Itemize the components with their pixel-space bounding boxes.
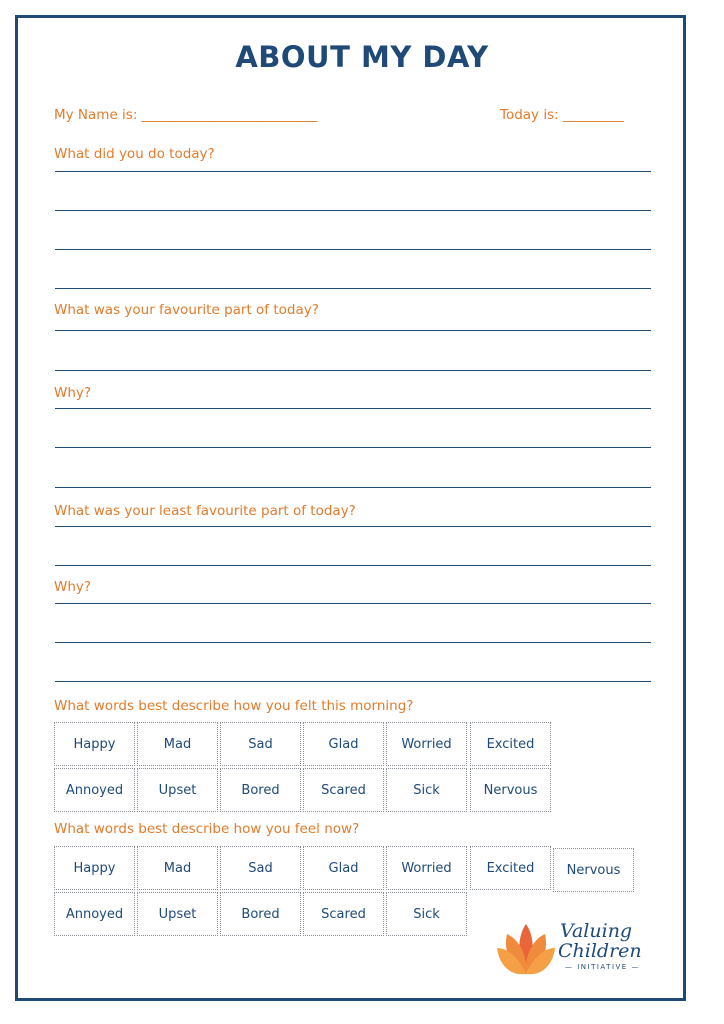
question-what-did-you-do: What did you do today? bbox=[54, 146, 215, 162]
question-favourite-part: What was your favourite part of today? bbox=[54, 302, 319, 318]
feeling-option[interactable]: Annoyed bbox=[54, 768, 135, 812]
feeling-option[interactable]: Upset bbox=[137, 892, 218, 936]
answer-line[interactable] bbox=[55, 330, 651, 331]
feeling-option[interactable]: Worried bbox=[386, 722, 467, 766]
answer-line[interactable] bbox=[55, 288, 651, 289]
question-why-least-favourite: Why? bbox=[54, 579, 92, 595]
logo-text-line3: — INITIATIVE — bbox=[565, 963, 640, 971]
question-feel-now: What words best describe how you feel now? bbox=[54, 821, 360, 837]
question-why-favourite: Why? bbox=[54, 385, 92, 401]
question-least-favourite-part: What was your least favourite part of today? bbox=[54, 503, 356, 519]
logo-text-line1: Valuing bbox=[560, 920, 633, 942]
feeling-option[interactable]: Sad bbox=[220, 846, 301, 890]
answer-line[interactable] bbox=[55, 447, 651, 448]
answer-line[interactable] bbox=[55, 408, 651, 409]
answer-line[interactable] bbox=[55, 487, 651, 488]
answer-line[interactable] bbox=[55, 681, 651, 682]
feeling-option[interactable]: Excited bbox=[470, 722, 551, 766]
name-label: My Name is: __________________________ bbox=[54, 107, 318, 123]
answer-line[interactable] bbox=[55, 526, 651, 527]
lotus-flower-icon bbox=[495, 920, 557, 978]
feeling-option[interactable]: Mad bbox=[137, 722, 218, 766]
feeling-option[interactable]: Mad bbox=[137, 846, 218, 890]
feeling-option[interactable]: Sad bbox=[220, 722, 301, 766]
feeling-option[interactable]: Happy bbox=[54, 722, 135, 766]
feeling-option[interactable]: Sick bbox=[386, 768, 467, 812]
feeling-option[interactable]: Bored bbox=[220, 892, 301, 936]
answer-line[interactable] bbox=[55, 370, 651, 371]
valuing-children-logo bbox=[495, 918, 645, 978]
answer-line[interactable] bbox=[55, 171, 651, 172]
answer-line[interactable] bbox=[55, 249, 651, 250]
answer-line[interactable] bbox=[55, 210, 651, 211]
question-felt-this-morning: What words best describe how you felt this morning? bbox=[54, 698, 414, 714]
feeling-option[interactable]: Nervous bbox=[470, 768, 551, 812]
feeling-option[interactable]: Glad bbox=[303, 722, 384, 766]
feeling-option[interactable]: Bored bbox=[220, 768, 301, 812]
feeling-option[interactable]: Nervous bbox=[553, 848, 634, 892]
feeling-option[interactable]: Happy bbox=[54, 846, 135, 890]
answer-line[interactable] bbox=[55, 642, 651, 643]
feeling-option[interactable]: Sick bbox=[386, 892, 467, 936]
feeling-option[interactable]: Worried bbox=[386, 846, 467, 890]
logo-text-line2: Children bbox=[558, 940, 642, 962]
feeling-option[interactable]: Scared bbox=[303, 768, 384, 812]
feeling-option[interactable]: Upset bbox=[137, 768, 218, 812]
feeling-option[interactable]: Scared bbox=[303, 892, 384, 936]
answer-line[interactable] bbox=[55, 565, 651, 566]
feeling-option[interactable]: Excited bbox=[470, 846, 551, 890]
feeling-option[interactable]: Glad bbox=[303, 846, 384, 890]
feeling-option[interactable]: Annoyed bbox=[54, 892, 135, 936]
date-label: Today is: _________ bbox=[500, 107, 624, 123]
page-title: ABOUT MY DAY bbox=[235, 40, 489, 74]
answer-line[interactable] bbox=[55, 603, 651, 604]
